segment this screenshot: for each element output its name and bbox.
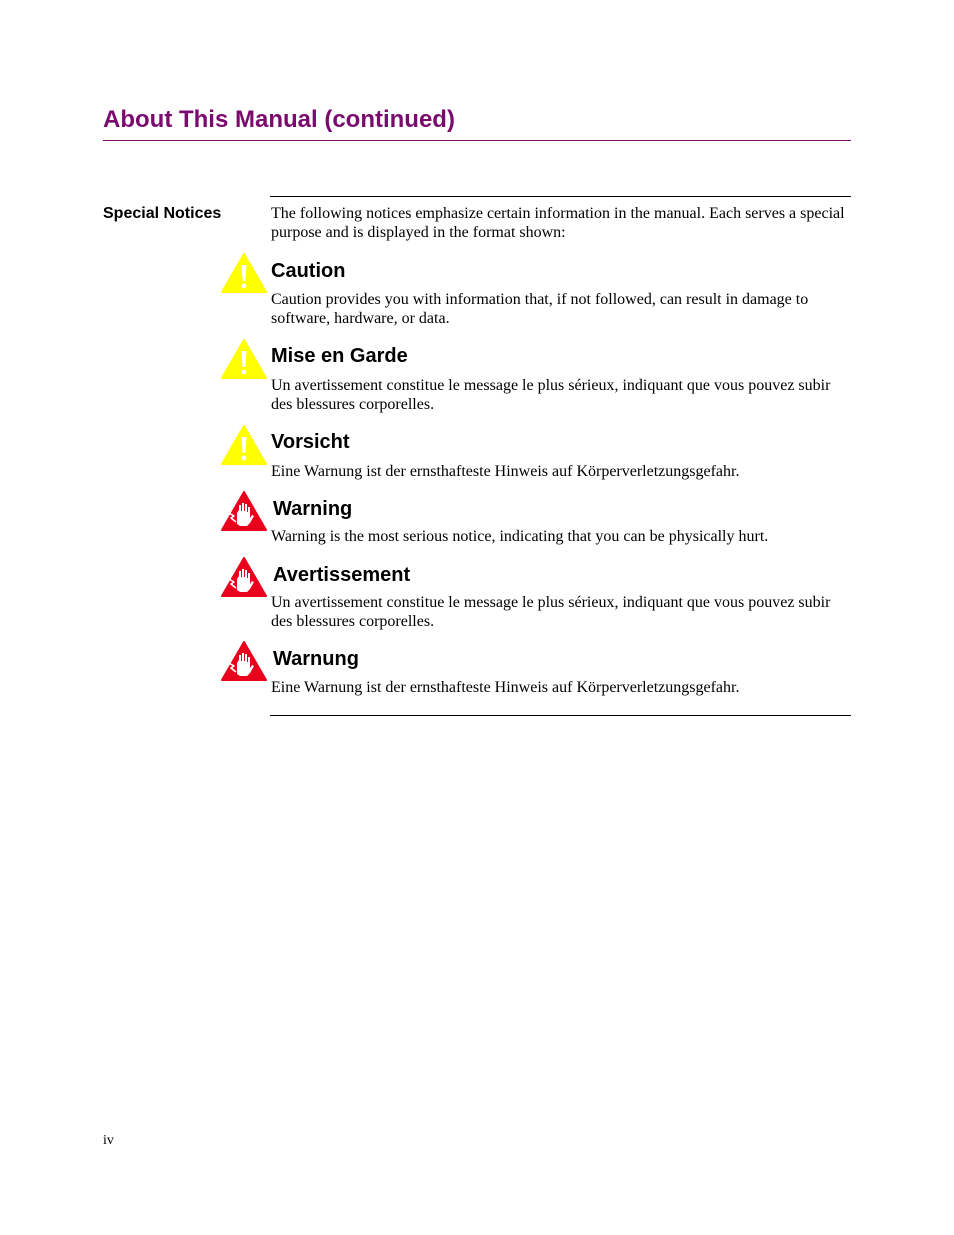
page-title: About This Manual (continued) <box>103 106 455 133</box>
electric-shock-warning-icon <box>221 491 267 531</box>
notice-body: Eine Warnung ist der ernsthafteste Hinweis auf Körperverletzungsgefahr. <box>271 463 740 480</box>
section-bottom-rule <box>270 715 851 716</box>
electric-shock-warning-icon <box>221 557 267 597</box>
page-number: iv <box>103 1133 114 1148</box>
notice-heading: Warnung <box>273 648 359 670</box>
intro-paragraph: The following notices emphasize certain information in the manual. Each serves a special purpose and is displayed in the format shown: <box>271 205 845 241</box>
notice-body: Un avertissement constitue le message le plus sérieux, indiquant que vous pouvez subir des blessures corporelles. <box>271 594 831 630</box>
caution-triangle-icon <box>221 253 267 293</box>
notice-body: Un avertissement constitue le message le plus sérieux, indiquant que vous pouvez subir des blessures corporelles. <box>271 377 831 413</box>
notice-heading: Caution <box>271 260 346 282</box>
caution-triangle-icon <box>221 425 267 465</box>
notice-heading: Avertissement <box>273 564 411 586</box>
side-heading: Special Notices <box>103 205 222 222</box>
electric-shock-warning-icon <box>221 641 267 681</box>
title-underline <box>103 140 851 141</box>
caution-triangle-icon <box>221 339 267 379</box>
notice-body: Eine Warnung ist der ernsthafteste Hinweis auf Körperverletzungsgefahr. <box>271 679 740 696</box>
notice-heading: Warning <box>273 498 353 520</box>
notice-body: Caution provides you with information that, if not followed, can result in damage to software, hardware, or data. <box>271 291 809 327</box>
notice-heading: Mise en Garde <box>271 345 408 367</box>
notice-body: Warning is the most serious notice, indicating that you can be physically hurt. <box>271 528 769 545</box>
notice-heading: Vorsicht <box>271 431 350 453</box>
section-top-rule <box>270 196 851 197</box>
